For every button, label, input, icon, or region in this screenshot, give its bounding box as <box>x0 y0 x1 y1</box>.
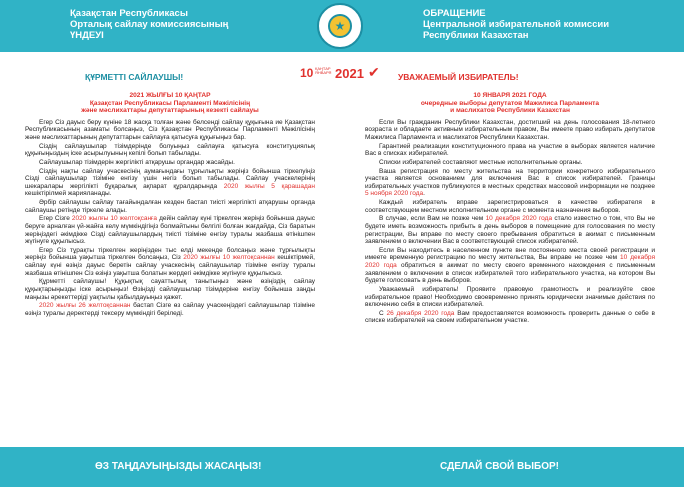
header-right-line-2: Центральной избирательной комиссии <box>423 19 610 30</box>
paragraph <box>365 286 655 309</box>
left-title-line-2: Қазақстан Республикасы Парламенті Мәжілісінің <box>89 99 251 107</box>
footer-left-slogan: ӨЗ ТАҢДАУЫҢЫЗДЫ ЖАСАҢЫЗ! <box>95 461 262 472</box>
left-title-line-1: 2021 ЖЫЛҒЫ 10 ҚАҢТАР <box>129 92 211 99</box>
footer-banner <box>0 447 684 487</box>
text-segment: стало известно о том, что Вы не будете иметь возможность прибыть в день выборов в помещение для голосования по месту регистрации, Вы вправе по месту своего пребывания обратиться в акимат с письменным заявлением о включении Вас в соответствующий список избирателей. <box>365 215 655 246</box>
highlighted-date: 10 декабря 2020 года <box>365 254 655 270</box>
text-segment: Егер Сіз дауыс беру күніне 18 жасқа толған және белсенді сайлау құқығына ие Қазақстан Республикасының азаматы болсаңыз, Сіз Қазақстан Республикасы Парламенті Мәжілісінің және мәслихаттарының депутаттарын сайлауға қатысуға құқығыңыз бар. <box>25 118 315 141</box>
text-segment: Уважаемый избиратель! Проявите правовую грамотность и реализуйте свое избирательное право! Необходимо своевременно принять юридически значимые действия по включению себя в списки избирателей. <box>365 285 655 309</box>
right-paragraphs <box>365 119 655 325</box>
highlighted-date: 2020 жылғы 10 желтоқсаннан <box>183 254 275 262</box>
text-segment: Гарантией реализации конституционного права на участие в выборах является наличие Вас в списках избирателей. <box>365 142 655 158</box>
text-segment: Сайлаушылар тізімдерін жергілікті атқарушы органдар жасайды. <box>39 158 235 166</box>
address-left: ҚҰРМЕТТІ САЙЛАУШЫ! <box>85 72 184 82</box>
text-segment: Вам предоставляется возможность проверить данные о себе в списке избирателей на своем избирательном участке. <box>365 309 655 325</box>
logo-day: 10 <box>300 66 314 80</box>
text-segment: С <box>379 309 387 317</box>
header-right-line-1: ОБРАЩЕНИЕ <box>423 8 486 19</box>
text-segment: кешіктірілмей жарияланады. <box>25 190 112 198</box>
header-banner <box>0 0 684 52</box>
highlighted-date: 10 декабря 2020 года <box>485 215 553 223</box>
paragraph <box>365 119 655 142</box>
text-segment: Каждый избиратель вправе зарегистрироваться в качестве избирателя в соответствующем местном исполнительном органе с момента назначения выборов. <box>365 199 655 214</box>
text-segment: Если Вы находитесь в населенном пункте вне постоянного места своей регистрации и имеете временную регистрацию по месту жительства, Вы вправе не позже чем <box>365 246 655 262</box>
paragraph <box>25 119 315 142</box>
election-commission-emblem-icon: ★ <box>317 3 363 49</box>
right-title-line-1: 10 ЯНВАРЯ 2021 ГОДА <box>473 92 547 99</box>
highlighted-date: 2020 жылғы 26 желтоқсаннан <box>39 302 131 310</box>
left-column <box>25 92 315 318</box>
paragraph <box>25 168 315 198</box>
right-title <box>365 92 655 115</box>
paragraph <box>365 215 655 245</box>
text-segment: Сіздің сайлаушылар тізімдерінде болуыңыз сайлауға қатысуға конституциялық құқығыңыздың іске асырылуының кепілі болып табылады. <box>25 142 315 158</box>
text-segment: . <box>423 190 425 198</box>
text-segment: Списки избирателей составляют местные исполнительные органы. <box>379 158 583 166</box>
text-segment: Егер Сіз тұрақты тіркелген жеріңізден тыс елді мекенде болсаңыз және тұрғылықты жеріңіз бойынша уақытша тіркелген болсаңыз, Сіз <box>25 246 315 262</box>
header-left-line-3: ҮНДЕУІ <box>70 30 104 41</box>
text-segment: обратиться в акимат по месту своего временного нахождения с письменным заявлением о включении в список избирателей того избирательного участка, на котором Вы будете голосовать в день выборов. <box>365 262 655 285</box>
text-segment: Егер Сізге <box>39 215 72 223</box>
left-title <box>25 92 315 115</box>
header-right-title <box>423 8 633 41</box>
highlighted-date: 2020 жылғы 5 қарашадан <box>223 182 315 190</box>
highlighted-date: 5 ноября 2020 года <box>365 190 424 198</box>
checkmark-icon: ✔ <box>368 64 380 80</box>
left-paragraphs <box>25 119 315 318</box>
logo-year: 2021 <box>335 66 364 81</box>
text-segment: Ваша регистрация по месту жительства на территории конкретного избирательного участка является основанием для включения Вас в список избирателей. Границы избирательных участков публикуются в местных средствах массовой информации не позднее <box>365 167 655 190</box>
logo-month: ҚАҢТАР ЯНВАРЯ <box>315 66 332 75</box>
header-left-title <box>70 8 270 41</box>
text-segment: дейін сайлау күні тіркелген жеріңіз бойынша дауыс беруге арналған үй-жайға келу мүмкіндігіңіз болмайтыны белгілі болған жағдайда, Сіз баратын жеріңіздегі әкімдікке Сізді сайлаушылардың тиісті тізіміне енгізу туралы жазбаша өтінішпен жүгінуге құқылысыз. <box>25 215 315 246</box>
paragraph <box>365 143 655 158</box>
text-segment: Құрметті сайлаушы! Құқықтық сауаттылық танытыңыз және өзіңіздің сайлау құқықтарыңызды іске асырыңыз! Өзіңізді сайлаушылар тізімдеріне енгізу бойынша заңды маңызы әрекеттеріді уақтылы қабылдауыңыз қажет. <box>25 278 315 301</box>
text-segment: Әрбір сайлаушы сайлау тағайындалған кезден бастап тиісті жергілікті атқарушы органда сайлаушы ретінде тіркеле алады. <box>25 199 315 214</box>
paragraph <box>25 247 315 277</box>
paragraph <box>25 159 315 167</box>
highlighted-date: 26 декабря 2020 года <box>386 309 455 317</box>
right-column <box>365 92 655 326</box>
header-left-line-1: Қазақстан Республикасы <box>70 8 188 19</box>
text-segment: кешіктірмей, сайлау күні өзіңіз дауыс беретін сайлау учаскесінің сайлаушылар тізіміне енгізу туралы жазбаша өтінішпен Сіз өзіңіз уақытша болатын жердегі әкімдікке жүгінуге құқылысыз. <box>25 254 315 277</box>
left-title-line-3: және мәслихаттары депутаттарының кезекті сайлауы <box>81 107 259 115</box>
address-right: УВАЖАЕМЫЙ ИЗБИРАТЕЛЬ! <box>398 72 519 82</box>
paragraph <box>25 278 315 301</box>
election-date-logo <box>300 66 390 82</box>
text-segment: В случае, если Вам не позже чем <box>379 215 486 223</box>
paragraph <box>25 302 315 317</box>
footer-right-slogan: СДЕЛАЙ СВОЙ ВЫБОР! <box>440 461 560 472</box>
paragraph <box>25 215 315 245</box>
paragraph <box>365 310 655 325</box>
text-segment: Сіздің нақты сайлау учаскесінің аумағындағы тұрғылықты жеріңіз бойынша тіркелуіңіз Сізді сайлаушылар тізіміне енгізу үшін негіз болып табылады. Сайлау учаскелерінің шекаралары жергілікті бұқаралық ақпарат құралдарында <box>25 167 315 190</box>
paragraph <box>365 199 655 214</box>
paragraph <box>25 199 315 214</box>
paragraph <box>25 143 315 158</box>
right-title-line-2: очередные выборы депутатов Мажилиса Парламента <box>420 99 600 107</box>
right-title-line-3: и маслихатов Республики Казахстан <box>450 107 570 115</box>
header-right-line-3: Республики Казахстан <box>423 30 529 41</box>
paragraph <box>365 168 655 198</box>
text-segment: Если Вы гражданин Республики Казахстан, достигший на день голосования 18-летнего возраста и обладаете активным избирательным правом, Вы имеете право избирать депутатов Мажилиса Парламента и маслихатов Республики Казахстан. <box>365 118 655 141</box>
text-segment: бастап Сізге өз сайлау учаскеңіздегі сайлаушылар тізіміне өзіңіз туралы деректерді тексеру мүмкіндігі беріледі. <box>25 302 315 317</box>
paragraph <box>365 159 655 167</box>
header-left-line-2: Орталық сайлау комиссиясының <box>70 19 229 30</box>
highlighted-date: 2020 жылғы 10 желтоқсанға <box>71 215 158 223</box>
paragraph <box>365 247 655 285</box>
